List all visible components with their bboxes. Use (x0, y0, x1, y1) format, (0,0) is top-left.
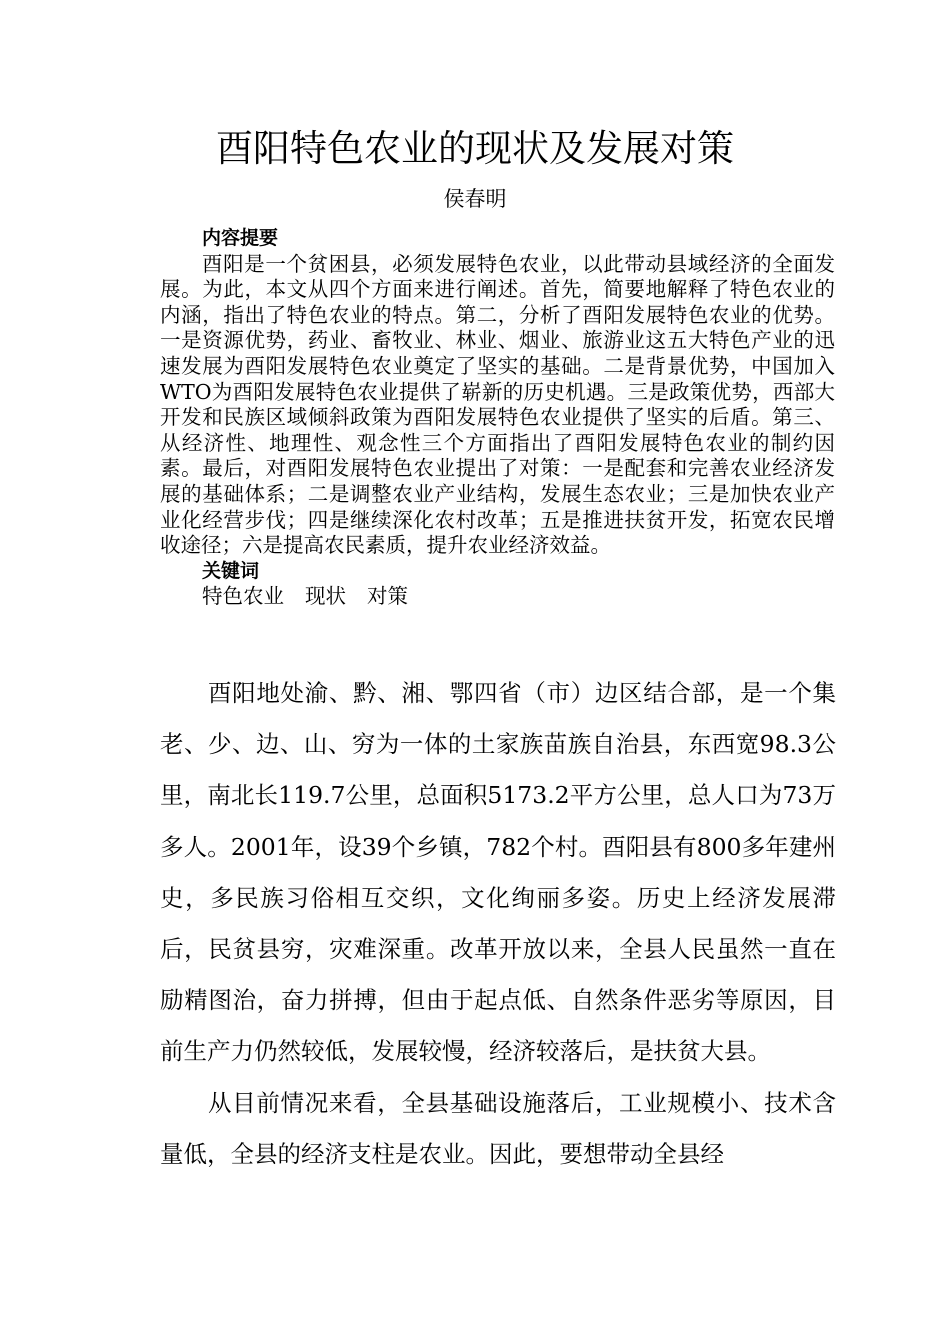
body-paragraph: 酉阳地处渝、黔、湘、鄂四省（市）边区结合部，是一个集老、少、边、山、穷为一体的土家族苗族自治县，东西宽98.3公里，南北长119.7公里，总面积5173.2平方公里，总人口为73万多人。2001年，设39个乡镇，782个村。酉阳县有800多年建州史，多民族习俗相互交织，文化绚丽多姿。历史上经济发展滞后，民贫县穷，灾难深重。改革开放以来，全县人民虽然一直在励精图治，奋力拼搏，但由于起点低、自然条件恶劣等原因，目前生产力仍然较低，发展较慢，经济较落后，是扶贫大县。 (160, 679, 836, 1066)
keywords-list (160, 584, 835, 610)
keyword-item: 对策 (367, 584, 408, 609)
body-paragraph: 从目前情况来看，全县基础设施落后，工业规模小、技术含量低，全县的经济支柱是农业。因此，要想带动全县经 (160, 1088, 836, 1168)
keywords-label: 关键词 (202, 559, 260, 582)
body-section (160, 668, 836, 1180)
keyword-item: 现状 (305, 584, 346, 609)
abstract-section (160, 226, 835, 610)
paper-title: 酉阳特色农业的现状及发展对策 (216, 127, 734, 170)
abstract-text: 酉阳是一个贫困县，必须发展特色农业，以此带动县域经济的全面发展。为此，本文从四个方面来进行阐述。首先，简要地解释了特色农业的内涵，指出了特色农业的特点。第二，分析了酉阳发展特色农业的优势。一是资源优势，药业、畜牧业、林业、烟业、旅游业这五大特色产业的迅速发展为酉阳发展特色农业奠定了坚实的基础。二是背景优势，中国加入WTO为酉阳发展特色农业提供了崭新的历史机遇。三是政策优势，西部大开发和民族区域倾斜政策为酉阳发展特色农业提供了坚实的后盾。第三、从经济性、地理性、观念性三个方面指出了酉阳发展特色农业的制约因素。最后，对酉阳发展特色农业提出了对策：一是配套和完善农业经济发展的基础体系；二是调整农业产业结构，发展生态农业；三是加快农业产业化经营步伐；四是继续深化农村改革；五是推进扶贫开发，拓宽农民增收途径；六是提高农民素质，提升农业经济效益。 (160, 251, 835, 558)
abstract-label: 内容提要 (202, 227, 279, 249)
keyword-item: 特色农业 (202, 584, 284, 609)
paper-author: 侯春明 (443, 187, 507, 211)
